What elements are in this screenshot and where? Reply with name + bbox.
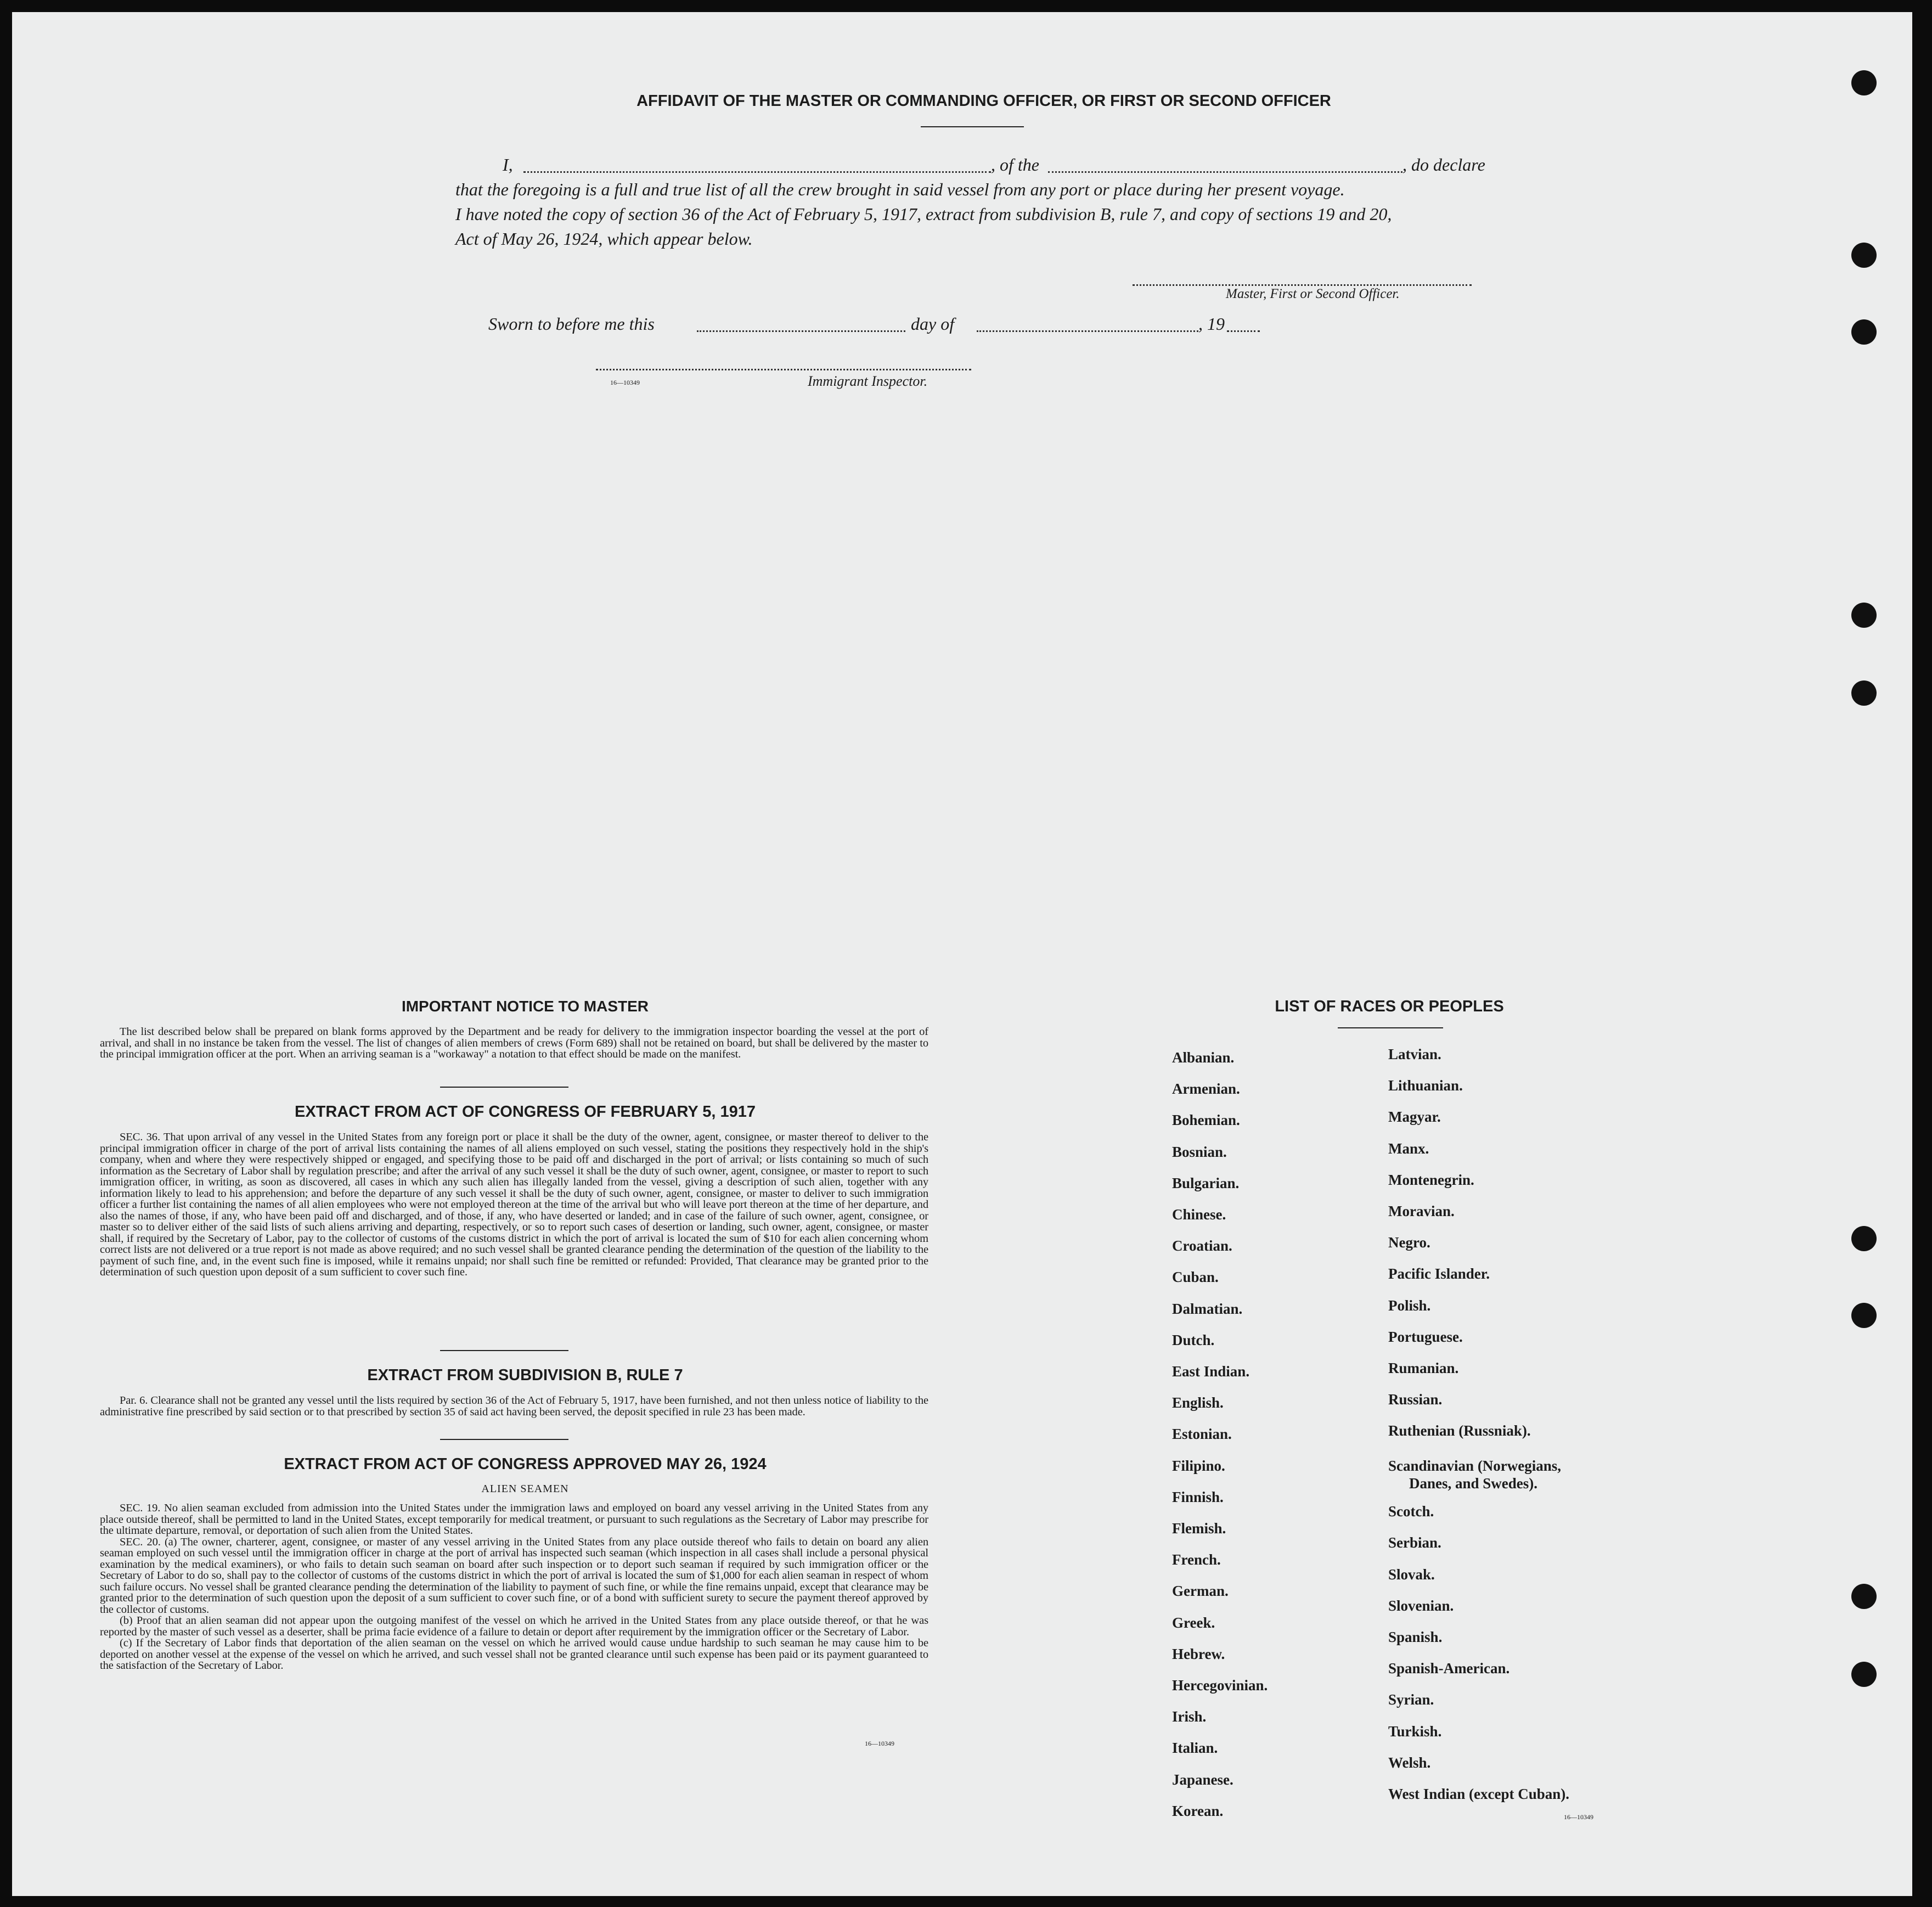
race-item: Magyar. <box>1388 1109 1441 1125</box>
race-item: Russian. <box>1388 1391 1443 1408</box>
sworn-year-field[interactable] <box>1227 330 1260 332</box>
section-20b-paragraph: (b) Proof that an alien seaman did not appear upon the outgoing manifest of the vessel on which he arrived in the United States from any place outside thereof, or that he was reported by the master of such vessel as a deserter, shall be prima facie evidence of a failure to detain or deport after requirement by the immigration officer or the Secretary of Labor. <box>100 1615 928 1638</box>
section-divider <box>440 1087 568 1088</box>
race-item: Hercegovinian. <box>1172 1677 1268 1694</box>
race-item: Scandinavian (Norwegians, <box>1388 1458 1562 1474</box>
form-page <box>12 12 1912 1896</box>
section-divider <box>440 1350 568 1351</box>
race-item: Greek. <box>1172 1615 1215 1631</box>
race-item: East Indian. <box>1172 1363 1250 1380</box>
rule-7-text <box>100 1395 928 1417</box>
race-item: Bulgarian. <box>1172 1175 1240 1191</box>
race-item: West Indian (except Cuban). <box>1388 1786 1570 1802</box>
day-of-label: day of <box>911 314 955 334</box>
affidavit-line-2: that the foregoing is a full and true list of all the crew brought in said vessel from any port or place during her present voyage. <box>455 179 1345 199</box>
race-item: Finnish. <box>1172 1489 1224 1505</box>
notice-title: IMPORTANT NOTICE TO MASTER <box>401 998 649 1015</box>
race-item: Ruthenian (Russniak). <box>1388 1422 1531 1439</box>
race-item: Croatian. <box>1172 1237 1232 1254</box>
binder-hole <box>1851 1226 1877 1251</box>
race-item: Flemish. <box>1172 1520 1226 1537</box>
races-title: LIST OF RACES OR PEOPLES <box>1275 998 1504 1015</box>
race-item: Negro. <box>1388 1234 1430 1251</box>
race-item: Irish. <box>1172 1708 1207 1725</box>
race-item: Slovenian. <box>1388 1597 1454 1614</box>
extract-1917-title: EXTRACT FROM ACT OF CONGRESS OF FEBRUARY 5, 1917 <box>294 1103 756 1121</box>
race-item: Lithuanian. <box>1388 1077 1463 1094</box>
race-item: Albanian. <box>1172 1049 1235 1066</box>
binder-hole <box>1851 1303 1877 1328</box>
race-item: German. <box>1172 1583 1229 1599</box>
affidavit-declare-label: , do declare <box>1402 155 1485 175</box>
affidavit-line-4: Act of May 26, 1924, which appear below. <box>455 229 753 249</box>
binder-hole <box>1851 1584 1877 1609</box>
race-item: Chinese. <box>1172 1206 1226 1223</box>
binder-hole <box>1851 243 1877 268</box>
race-item: French. <box>1172 1551 1221 1568</box>
affidavit-line-3: I have noted the copy of section 36 of the Act of February 5, 1917, extract from subdivision B, rule 7, and copy of sections 19 and 20, <box>455 204 1392 224</box>
race-item: Estonian. <box>1172 1426 1232 1442</box>
race-item: Manx. <box>1388 1140 1429 1157</box>
notice-paragraph: The list described below shall be prepared on blank forms approved by the Department and be ready for delivery to the immigration inspector boarding the vessel at the port of arrival, and shall in no instance be taken from the vessel. The list of changes of alien members of crews (Form 689) shall not be retained on board, but shall be delivered by the master to the principal immigration officer at the port. When an arriving seaman is a "workaway" a notation to that effect should be made on the manifest. <box>100 1026 928 1060</box>
alien-seamen-subtitle: ALIEN SEAMEN <box>481 1483 569 1495</box>
race-item: Portuguese. <box>1388 1329 1463 1345</box>
notice-text <box>100 1026 928 1060</box>
extract-1924-text <box>100 1503 928 1672</box>
title-divider <box>921 126 1024 127</box>
rule-7-title: EXTRACT FROM SUBDIVISION B, RULE 7 <box>367 1366 683 1384</box>
race-item: Danes, and Swedes). <box>1409 1475 1538 1492</box>
section-divider <box>440 1439 568 1440</box>
sworn-day-field[interactable] <box>697 330 905 332</box>
race-item: Bosnian. <box>1172 1144 1227 1160</box>
vessel-field[interactable] <box>1048 171 1402 173</box>
race-item: Dutch. <box>1172 1332 1215 1348</box>
sworn-month-field[interactable] <box>977 330 1198 332</box>
affidavit-i-label: I, <box>503 155 513 175</box>
race-item: Montenegrin. <box>1388 1172 1474 1188</box>
inspector-caption: Immigrant Inspector. <box>808 373 928 389</box>
race-item: Scotch. <box>1388 1503 1434 1520</box>
race-item: Bohemian. <box>1172 1112 1240 1128</box>
extract-form-number: 16—10349 <box>865 1740 894 1747</box>
binder-hole <box>1851 319 1877 345</box>
race-item: Slovak. <box>1388 1566 1435 1583</box>
affidavit-form-number: 16—10349 <box>610 379 640 386</box>
race-item: English. <box>1172 1394 1224 1411</box>
affidavit-title: AFFIDAVIT OF THE MASTER OR COMMANDING OFFICER, OR FIRST OR SECOND OFFICER <box>637 92 1331 110</box>
race-item: Polish. <box>1388 1297 1431 1314</box>
binder-hole <box>1851 603 1877 628</box>
inspector-signature-field[interactable] <box>596 369 971 370</box>
race-item: Serbian. <box>1388 1534 1441 1551</box>
race-item: Moravian. <box>1388 1203 1455 1219</box>
section-19-paragraph: SEC. 19. No alien seaman excluded from admission into the United States under the immigration laws and employed on board any vessel arriving in the United States from any place outside thereof, shall be permitted to land in the United States, except temporarily for medical treatment, or pursuant to such regulations as the Secretary of Labor may prescribe for the ultimate departure, removal, or deportation of such alien from the United States. <box>100 1502 928 1537</box>
sworn-label: Sworn to before me this <box>488 314 655 334</box>
signature-caption: Master, First or Second Officer. <box>1226 286 1400 301</box>
name-field[interactable] <box>523 171 991 173</box>
races-form-number: 16—10349 <box>1564 1813 1593 1821</box>
extract-1917-text <box>100 1132 928 1278</box>
race-item: Turkish. <box>1388 1723 1442 1740</box>
paragraph-6: Par. 6. Clearance shall not be granted any vessel until the lists required by section 36 of the Act of February 5, 1917, have been furnished, and not then unless notice of liability to the administrative fine prescribed by said section or to that prescribed by section 35 of said act having been served, the deposit specified in rule 23 has been made. <box>100 1394 928 1418</box>
race-item: Japanese. <box>1172 1771 1233 1788</box>
race-item: Latvian. <box>1388 1046 1441 1062</box>
race-item: Armenian. <box>1172 1081 1240 1097</box>
section-20a-paragraph: SEC. 20. (a) The owner, charterer, agent, consignee, or master of any vessel arriving in the United States from any place outside thereof who fails to detain on board any alien seaman employed on such vessel until the immigration officer in charge at the port of arrival has inspected such seaman (which inspection in all cases shall include a personal physical examination by the medical examiners), or who fails to detain such seaman on board after such inspection or to deport such seaman if required by such immigration officer or the Secretary of Labor to do so, shall pay to the collector of customs of the customs district in which the port of arrival is located the sum of $1,000 for each alien seaman in respect of whom such failure occurs. No vessel shall be granted clearance pending the determination of the liability to payment of such fine, or while the fine remains unpaid, except that clearance may be granted prior to the determination of such question upon the deposit of a sum sufficient to cover such fine, or of a bond with sufficient surety to secure the payment thereof approved by the collector of customs. <box>100 1535 928 1616</box>
binder-hole <box>1851 1662 1877 1687</box>
race-item: Rumanian. <box>1388 1360 1459 1376</box>
section-36-paragraph: SEC. 36. That upon arrival of any vessel in the United States from any foreign port or place it shall be the duty of the owner, agent, consignee, or master thereof to deliver to the principal immigration officer in charge of the port of arrival lists containing the names of all aliens employed on such vessel, stating the positions they respectively hold in the ship's company, when and where they were respectively shipped or engaged, and specifying those to be paid off and discharged in the port of arrival; or lists containing so much of such information as the Secretary of Labor shall by regulation prescribe; and after the arrival of any such vessel it shall be the duty of such owner, agent, consignee, or master to report to such immigration officer, in writing, as soon as discovered, all cases in which any such alien has illegally landed from the vessel, giving a description of such alien, together with any information likely to lead to his apprehension; and before the departure of any such vessel it shall be the duty of such owner, agent, consignee, or master to deliver to such immigration officer a further list containing the names of all alien employees who were not employed thereon at the time of the arrival but who will leave port thereon at the time of her departure, and also the names of those, if any, who have been paid off and discharged, and of those, if any, who have deserted or landed; and in case of the failure of such owner, agent, consignee, or master so to deliver either of the said lists of such aliens arriving and departing, respectively, or so to report such cases of desertion or landing, such owner, agent, consignee, or master shall, if required by the Secretary of Labor, pay to the collector of customs of the customs district in which the port of arrival is located the sum of $10 for each alien concerning whom correct lists are not delivered or a true report is not made as above required; and no such vessel shall be granted clearance pending the determination of the question of the liability to the payment of such fine, and, in the event such fine is imposed, while it remains unpaid; nor shall such fine be remitted or refunded: Provided, That clearance may be granted prior to the determination of such question upon deposit of a sum sufficient to cover such fine. <box>100 1131 928 1278</box>
race-item: Korean. <box>1172 1803 1224 1819</box>
race-item: Italian. <box>1172 1740 1218 1756</box>
race-item: Welsh. <box>1388 1754 1431 1771</box>
year-label: , 19 <box>1198 314 1225 334</box>
race-item: Spanish-American. <box>1388 1660 1510 1677</box>
binder-hole <box>1851 680 1877 706</box>
signature-field[interactable] <box>1133 284 1472 286</box>
section-20c-paragraph: (c) If the Secretary of Labor finds that deportation of the alien seaman on the vessel on which he arrived would cause undue hardship to such seaman he may cause him to be deported on another vessel at the expense of the vessel on which he arrived, and such vessel shall not be granted clearance until such expense has been paid or its payment guaranteed to the satisfaction of the Secretary of Labor. <box>100 1637 928 1672</box>
race-item: Pacific Islander. <box>1388 1265 1490 1282</box>
race-item: Cuban. <box>1172 1269 1219 1285</box>
affidavit-line-1 <box>455 155 1509 177</box>
sworn-line <box>455 314 1278 336</box>
race-item: Spanish. <box>1388 1629 1443 1645</box>
binder-hole <box>1851 70 1877 95</box>
race-item: Hebrew. <box>1172 1646 1225 1662</box>
race-item: Filipino. <box>1172 1458 1225 1474</box>
race-item: Dalmatian. <box>1172 1301 1243 1317</box>
races-divider <box>1338 1027 1443 1028</box>
affidavit-of-label: , of the <box>991 155 1039 175</box>
race-item: Syrian. <box>1388 1691 1434 1708</box>
extract-1924-title: EXTRACT FROM ACT OF CONGRESS APPROVED MAY 26, 1924 <box>284 1455 767 1473</box>
